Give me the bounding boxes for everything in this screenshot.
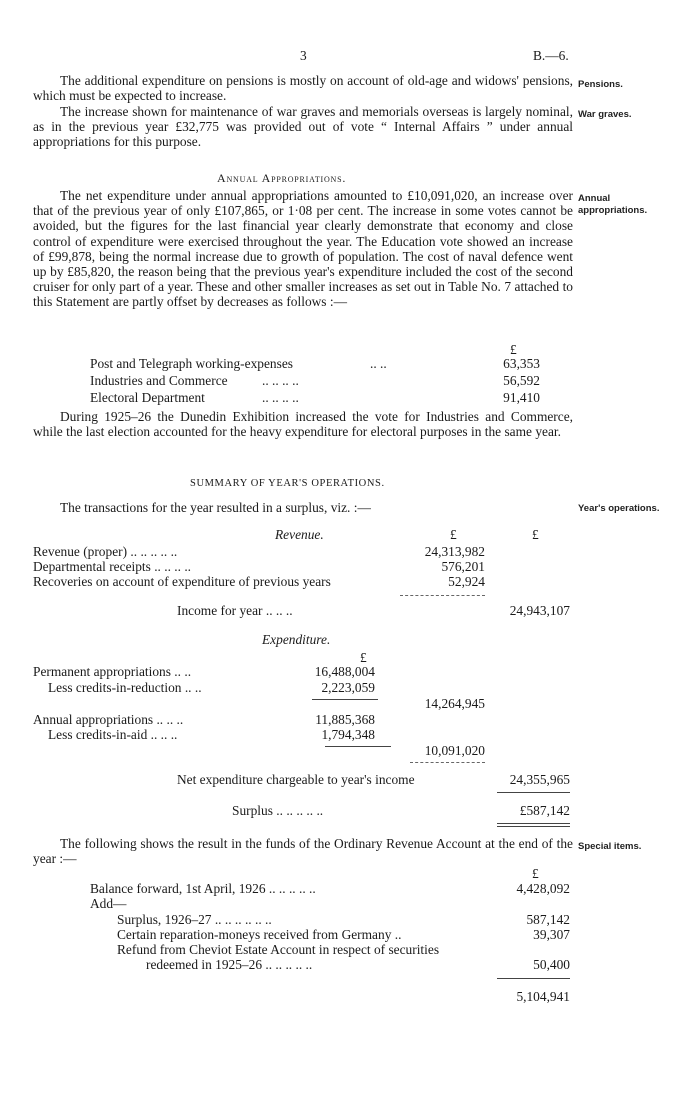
leader-dots: .. .. .. .. <box>262 373 299 388</box>
expenditure-value: 1,794,348 <box>321 727 375 742</box>
funds-label: Balance forward, 1st April, 1926 .. .. .. .. .. <box>90 881 316 896</box>
decrease-label: Post and Telegraph working-expenses <box>90 356 293 371</box>
expenditure-label: Less credits-in-aid .. .. .. <box>48 727 178 742</box>
paragraph-pensions: The additional expenditure on pensions is mostly on account of old-age and widows' pensions, which must be expected to increase. <box>33 73 573 104</box>
rule <box>497 792 570 793</box>
surplus-value: £587,142 <box>519 803 570 818</box>
decrease-label: Electoral Department <box>90 390 205 405</box>
net-expenditure-value: 24,355,965 <box>509 772 570 787</box>
margin-note-pensions: Pensions. <box>578 79 623 90</box>
funds-label: redeemed in 1925–26 .. .. .. .. .. <box>146 957 313 972</box>
funds-label: Refund from Cheviot Estate Account in respect of securities <box>117 942 440 957</box>
revenue-value: 24,313,982 <box>424 544 485 559</box>
currency-symbol: £ <box>532 527 539 542</box>
revenue-value: 52,924 <box>448 574 485 589</box>
expenditure-label: Less credits-in-reduction .. .. <box>48 680 202 695</box>
leader-dots: .. .. .. .. <box>262 390 299 405</box>
leader-dots: .. .. <box>370 356 387 371</box>
income-value: 24,943,107 <box>509 603 570 618</box>
funds-label: Certain reparation-moneys received from Germany .. <box>117 927 402 942</box>
currency-symbol: £ <box>360 650 367 665</box>
paragraph-annual-appropriations: The net expenditure under annual appropriations amounted to £10,091,020, an increase over that of the previous year of only £107,865, or 1·08 per cent. The increase in some votes cannot be avoided, but the figures for the last financial year clearly demonstrate that economy and close control of expenditure were exercised throughout the year. The Education vote showed an increase of £99,878, being the normal increase due to growth of population. The cost of naval defence went up by £85,820, the reason being that the previous year's expenditure included the cost of the second cruiser for only part of a year. These and other smaller increases as set out in Table No. 7 attached to this Statement are partly offset by decreases as follows :— <box>33 188 573 310</box>
net-expenditure-label: Net expenditure chargeable to year's income <box>177 772 415 787</box>
expenditure-value: 2,223,059 <box>321 680 375 695</box>
currency-symbol: £ <box>532 866 539 881</box>
heading-annual-appropriations: Annual Appropriations. <box>217 171 347 185</box>
decrease-value: 56,592 <box>503 373 540 388</box>
expenditure-label: Annual appropriations .. .. .. <box>33 712 184 727</box>
funds-add-label: Add— <box>90 896 127 911</box>
revenue-value: 576,201 <box>441 559 485 574</box>
margin-note-annual-appropriations: Annual appropriations. <box>578 193 648 216</box>
rule <box>325 746 391 747</box>
rule <box>312 699 378 700</box>
document-reference: B.—6. <box>533 48 569 63</box>
margin-note-years-operations: Year's operations. <box>578 503 660 514</box>
revenue-heading: Revenue. <box>275 527 324 542</box>
funds-label: Surplus, 1926–27 .. .. .. .. .. .. <box>117 912 272 927</box>
funds-total: 5,104,941 <box>516 989 570 1004</box>
revenue-label: Revenue (proper) .. .. .. .. .. <box>33 544 178 559</box>
surplus-label: Surplus .. .. .. .. .. <box>232 803 324 818</box>
currency-symbol: £ <box>450 527 457 542</box>
decrease-label: Industries and Commerce <box>90 373 228 388</box>
paragraph-transactions: The transactions for the year resulted in a surplus, viz. :— <box>60 500 371 515</box>
funds-value: 4,428,092 <box>516 881 570 896</box>
rule <box>400 595 485 596</box>
paragraph-exhibition: During 1925–26 the Dunedin Exhibition increased the vote for Industries and Commerce, while the last election accounted for the heavy expenditure for electoral purposes in the same year. <box>33 409 573 440</box>
rule <box>410 762 485 763</box>
paragraph-war-graves: The increase shown for maintenance of war graves and memorials overseas is largely nominal, as in the previous year £32,775 was provided out of vote “ Internal Affairs ” under annual appropriations for this purpose. <box>33 104 573 150</box>
expenditure-value: 11,885,368 <box>315 712 375 727</box>
net-value: 14,264,945 <box>424 696 485 711</box>
expenditure-label: Permanent appropriations .. .. <box>33 664 192 679</box>
heading-summary: SUMMARY OF YEAR'S OPERATIONS. <box>190 478 385 489</box>
net-value: 10,091,020 <box>424 743 485 758</box>
income-label: Income for year .. .. .. <box>177 603 293 618</box>
expenditure-heading: Expenditure. <box>262 632 331 647</box>
paragraph-following: The following shows the result in the funds of the Ordinary Revenue Account at the end of the year :— <box>33 836 573 867</box>
expenditure-value: 16,488,004 <box>314 664 375 679</box>
margin-note-war-graves: War graves. <box>578 109 632 120</box>
page-number: 3 <box>300 48 307 63</box>
revenue-label: Departmental receipts .. .. .. .. <box>33 559 192 574</box>
currency-symbol: £ <box>510 342 517 357</box>
funds-value: 39,307 <box>533 927 570 942</box>
rule <box>497 978 570 979</box>
funds-value: 587,142 <box>526 912 570 927</box>
decrease-value: 63,353 <box>503 356 540 371</box>
funds-value: 50,400 <box>533 957 570 972</box>
rule <box>497 823 570 824</box>
rule <box>497 826 570 827</box>
margin-note-special-items: Special items. <box>578 841 642 852</box>
decrease-value: 91,410 <box>503 390 540 405</box>
revenue-label: Recoveries on account of expenditure of previous years <box>33 574 331 589</box>
